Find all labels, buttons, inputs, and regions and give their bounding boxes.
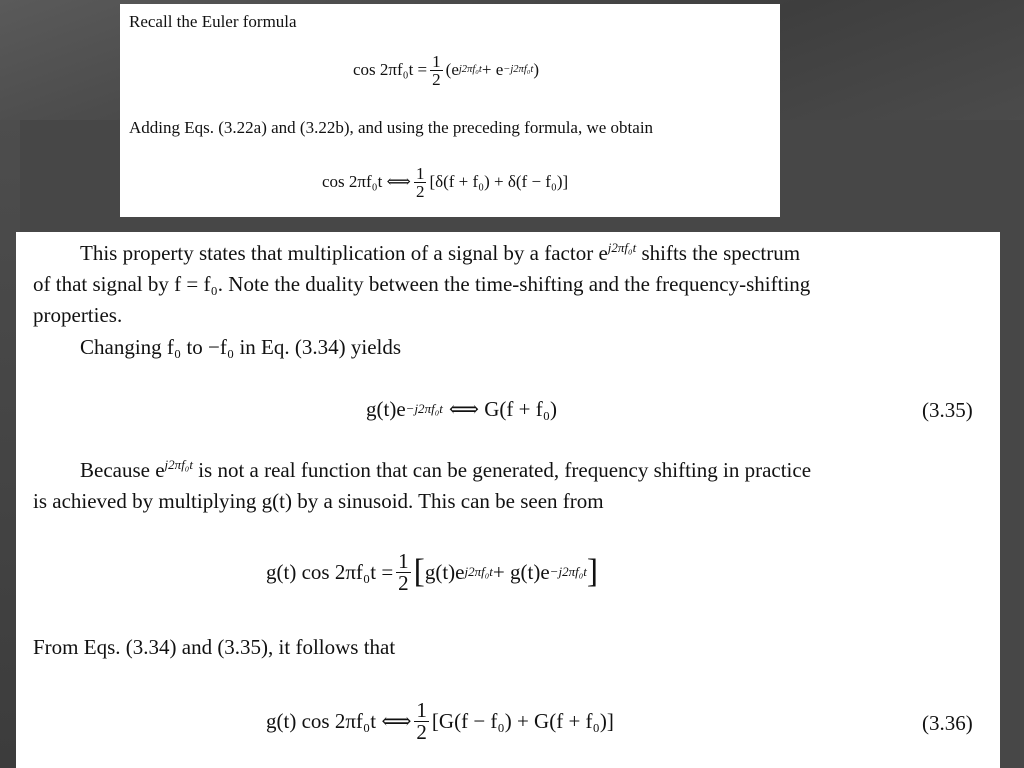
- equation-number-3-35: (3.35): [922, 398, 973, 422]
- eq-mod-lhs: g(t) cos 2πf₀t =: [266, 559, 394, 584]
- modulation-equation: g(t) cos 2πf₀t = $\frac{1}{2}$ [ g(t)e j2πf₀t + g(t)e −j2πf₀t ]: [266, 548, 599, 595]
- euler-close: ): [533, 60, 540, 79]
- fraction-denominator: 2: [416, 719, 427, 744]
- adding-text: Adding Eqs. (3.22a) and (3.22b), and using the preceding formula, we obtain: [129, 118, 654, 137]
- euler-open: (e: [445, 60, 459, 79]
- eq-mod-term2: + g(t)e: [492, 559, 550, 584]
- changing-line: Changing f₀ to −f₀ in Eq. (3.34) yields: [80, 335, 402, 359]
- para2-line1: [80, 458, 811, 483]
- eq-335-lhs: g(t)e: [366, 396, 406, 421]
- eq-mod-open-bracket: [: [413, 552, 425, 590]
- top-excerpt: [120, 4, 780, 217]
- eq-mod-close-bracket: ]: [586, 552, 599, 590]
- cos-pair-lhs: cos 2πf₀t ⟺: [322, 172, 411, 191]
- para2-line1-text-b: is not a real function that can be generated, frequency shifting in practice: [192, 458, 812, 482]
- para1-line2: of that signal by f = f₀. Note the duality between the time-shifting and the frequency-shifting: [33, 272, 811, 296]
- eq-336-fraction: [414, 697, 429, 744]
- fraction-numerator: 1: [415, 163, 425, 183]
- fraction-numerator: 1: [416, 697, 427, 722]
- euler-lhs: cos 2πf₀t =: [353, 60, 428, 79]
- euler-formula: cos 2πf₀t = $\frac{1}{2}$ (e j2πf₀t + e −j2πf₀t ): [353, 51, 540, 89]
- euler-fraction: [430, 53, 443, 88]
- para1-line1-text-a: This property states that multiplication of a signal by a factor e: [80, 241, 608, 265]
- fraction-denominator: 2: [432, 69, 441, 89]
- main-excerpt: [16, 232, 1000, 768]
- cosine-transform-pair: [322, 160, 568, 204]
- equation-number-3-36: (3.36): [922, 711, 973, 735]
- para1-exponent: j2πf₀t: [607, 240, 637, 256]
- fraction-denominator: 2: [415, 181, 425, 201]
- cos-pair-rhs: [δ(f + f₀) + δ(f − f₀)]: [429, 172, 569, 191]
- para2-exponent: j2πf₀t: [164, 457, 193, 473]
- equation-3-35: g(t)e −j2πf₀t ⟺ G(f + f₀): [366, 396, 558, 421]
- para1-line1-text-b: shifts the spectrum: [636, 241, 801, 265]
- eq-mod-term1: g(t)e: [424, 559, 465, 584]
- para1-line1: [80, 241, 800, 266]
- from-line: From Eqs. (3.34) and (3.35), it follows that: [33, 635, 396, 659]
- eq-336-rhs: [G(f − f₀) + G(f + f₀)]: [431, 708, 614, 733]
- eq-335-rhs: ⟺ G(f + f₀): [448, 396, 558, 421]
- intro-text: Recall the Euler formula: [129, 12, 297, 31]
- euler-mid: + e: [481, 60, 504, 79]
- cos-pair-fraction: [414, 165, 427, 200]
- para2-line1-text-a: Because e: [80, 458, 165, 482]
- fraction-numerator: 1: [398, 548, 409, 573]
- para1-line3: properties.: [33, 303, 123, 327]
- eq-336-lhs: g(t) cos 2πf₀t ⟺: [266, 708, 412, 733]
- equation-3-36: [266, 694, 614, 748]
- eq-mod-fraction: [396, 548, 411, 595]
- fraction-denominator: 2: [398, 570, 409, 595]
- fraction-numerator: 1: [432, 51, 441, 71]
- para2-line2: is achieved by multiplying g(t) by a sinusoid. This can be seen from: [33, 489, 604, 513]
